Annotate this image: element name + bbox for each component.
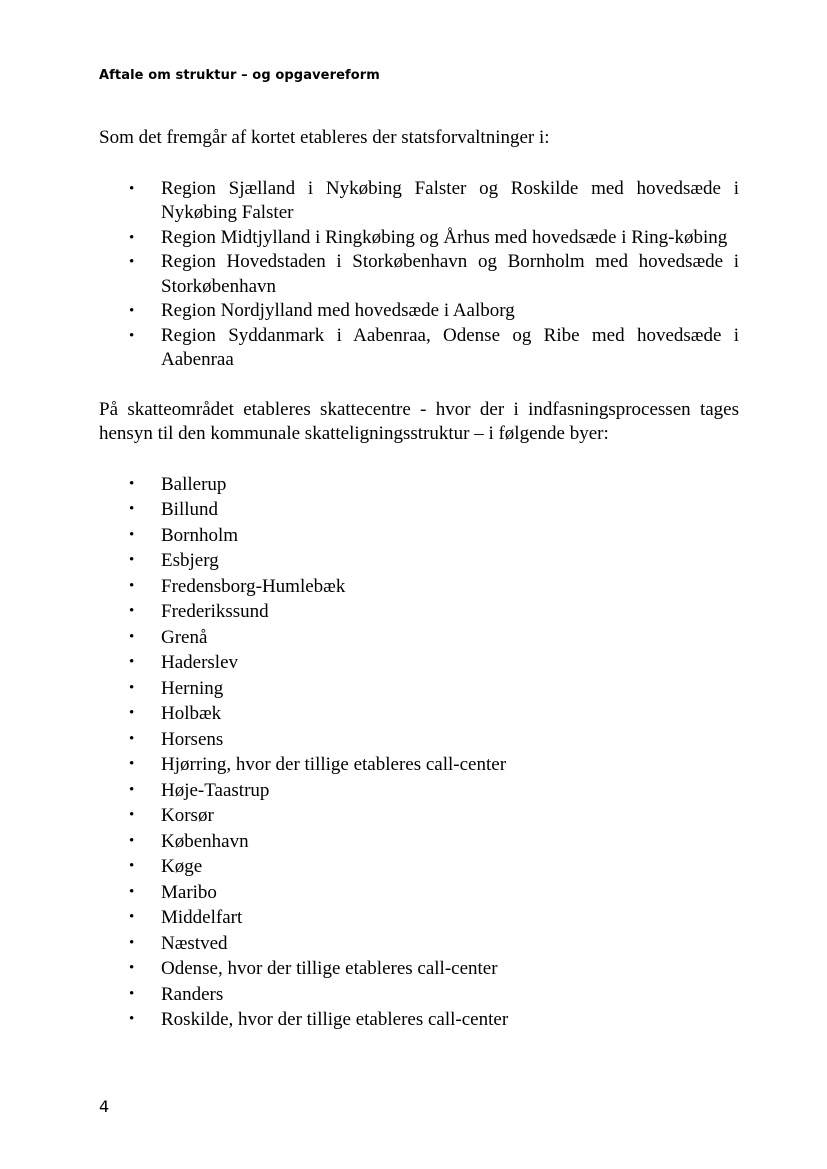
bullet-icon: •	[129, 883, 135, 900]
bullet-icon: •	[129, 832, 135, 849]
bullet-icon: •	[129, 552, 135, 568]
list-item: • Region Nordjylland med hovedsæde i Aalborg	[99, 299, 739, 324]
list-item: • Horsens	[99, 727, 739, 753]
list-item: • Grenå	[99, 625, 739, 651]
list-item: • Korsør	[99, 803, 739, 829]
bullet-icon: •	[129, 960, 135, 976]
bullet-icon: •	[129, 909, 135, 925]
list-item: • Odense, hvor der tillige etableres call-center	[99, 956, 739, 982]
list-item: • Herning	[99, 676, 739, 702]
bullet-icon: •	[129, 1011, 135, 1027]
bullet-icon: •	[129, 679, 135, 696]
list-item: • Holbæk	[99, 701, 739, 727]
regions-list	[99, 177, 739, 373]
list-item: • Hjørring, hvor der tillige etableres call-center	[99, 752, 739, 778]
page-number: 4	[99, 1097, 110, 1116]
bullet-icon: •	[129, 934, 135, 951]
list-item: • København	[99, 829, 739, 855]
bullet-icon: •	[129, 180, 135, 197]
list-item: • Randers	[99, 982, 739, 1008]
list-item: • Næstved	[99, 931, 739, 957]
bullet-icon: •	[129, 781, 135, 798]
document-body	[99, 126, 739, 1033]
list-item: • Høje-Taastrup	[99, 778, 739, 804]
bullet-icon: •	[129, 603, 135, 619]
list-item: • Maribo	[99, 880, 739, 906]
bullet-icon: •	[129, 577, 135, 594]
bullet-icon: •	[129, 475, 135, 492]
page-header: Aftale om struktur – og opgavereform	[99, 68, 380, 83]
bullet-icon: •	[129, 985, 135, 1002]
intro-paragraph: Som det fremgår af kortet etableres der statsforvaltninger i:	[99, 127, 550, 148]
list-item: • Region Syddanmark i Aabenraa, Odense og Ribe med hovedsæde i Aabenraa	[129, 324, 739, 370]
list-item: • Region Midtjylland i Ringkøbing og Århus med hovedsæde i Ring-købing	[99, 226, 739, 251]
bullet-icon: •	[129, 807, 135, 823]
list-item: • Bornholm	[99, 523, 739, 549]
bullet-icon: •	[129, 501, 135, 517]
bullet-icon: •	[129, 303, 135, 319]
bullet-icon: •	[129, 654, 135, 670]
list-item: • Middelfart	[99, 905, 739, 931]
list-item: • Haderslev	[99, 650, 739, 676]
tax-paragraph: På skatteområdet etableres skattecentre - hvor der i indfasningsprocessen tages hensyn til den kommunale skatteligningsstruktur – i følgende byer:	[99, 398, 739, 444]
list-item: • Region Hovedstaden i Storkøbenhavn og Bornholm med hovedsæde i Storkøbenhavn	[129, 251, 739, 297]
list-item: • Billund	[99, 497, 739, 523]
list-item: • Roskilde, hvor der tillige etableres call-center	[99, 1007, 739, 1033]
bullet-icon: •	[129, 254, 135, 270]
list-item: • Køge	[99, 854, 739, 880]
bullet-icon: •	[129, 730, 135, 747]
bullet-icon: •	[129, 705, 135, 721]
bullet-icon: •	[129, 526, 135, 543]
bullet-icon: •	[129, 858, 135, 874]
list-item: • Ballerup	[99, 472, 739, 498]
bullet-icon: •	[129, 229, 135, 246]
cities-list	[99, 472, 739, 1033]
bullet-icon: •	[129, 327, 135, 344]
list-item: • Region Sjælland i Nykøbing Falster og Roskilde med hovedsæde i Nykøbing Falster	[129, 177, 739, 223]
list-item: • Fredensborg-Humlebæk	[99, 574, 739, 600]
bullet-icon: •	[129, 756, 135, 772]
list-item: • Esbjerg	[99, 548, 739, 574]
list-item: • Frederikssund	[99, 599, 739, 625]
bullet-icon: •	[129, 628, 135, 645]
